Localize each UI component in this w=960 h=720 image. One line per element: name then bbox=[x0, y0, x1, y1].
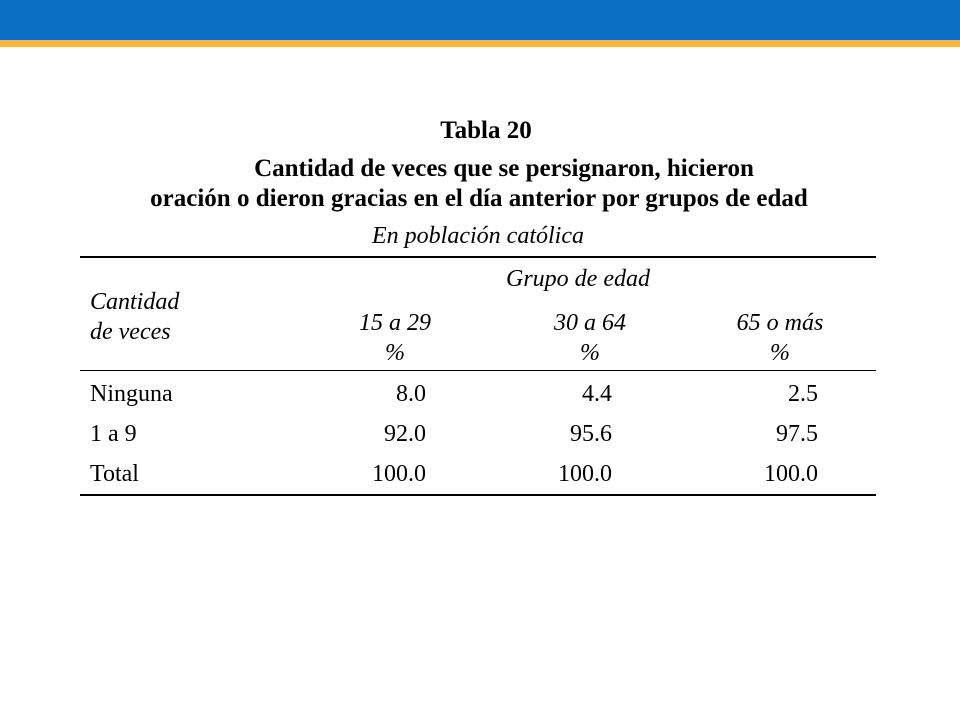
column-header-65-plus: 65 o más bbox=[736, 310, 824, 336]
column-unit-65-plus: % bbox=[770, 340, 790, 366]
table-title-line1: Cantidad de veces que se persignaron, hicieron bbox=[254, 155, 754, 182]
row-label-ninguna: Ninguna bbox=[90, 381, 173, 407]
row-label-total: Total bbox=[90, 461, 139, 487]
table-header-rule bbox=[80, 370, 876, 371]
table-cell: 8.0 bbox=[396, 381, 426, 407]
table-title-line2: oración o dieron gracias en el día anterior por grupos de edad bbox=[150, 185, 808, 212]
banner-accent-stripe bbox=[0, 40, 960, 47]
table-subtitle: En población católica bbox=[372, 223, 584, 249]
column-unit-30-64: % bbox=[580, 340, 600, 366]
table-cell: 2.5 bbox=[788, 381, 818, 407]
table-cell: 100.0 bbox=[558, 461, 612, 487]
table-cell: 92.0 bbox=[384, 421, 426, 447]
row-header-line1: Cantidad bbox=[90, 289, 180, 315]
table-cell: 4.4 bbox=[582, 381, 612, 407]
top-banner bbox=[0, 0, 960, 40]
table-title bbox=[0, 116, 960, 250]
column-header-30-64: 30 a 64 bbox=[554, 310, 626, 336]
row-header-line2: de veces bbox=[90, 319, 171, 345]
table-cell: 97.5 bbox=[776, 421, 818, 447]
column-header-15-29: 15 a 29 bbox=[359, 310, 431, 336]
table-cell: 100.0 bbox=[372, 461, 426, 487]
column-unit-15-29: % bbox=[385, 340, 405, 366]
row-label-1-a-9: 1 a 9 bbox=[90, 421, 137, 447]
table-cell: 100.0 bbox=[764, 461, 818, 487]
table-cell: 95.6 bbox=[570, 421, 612, 447]
table-bottom-rule bbox=[80, 494, 876, 496]
table-top-rule bbox=[80, 256, 876, 258]
table-number: Tabla 20 bbox=[440, 117, 532, 144]
group-header: Grupo de edad bbox=[506, 266, 650, 292]
